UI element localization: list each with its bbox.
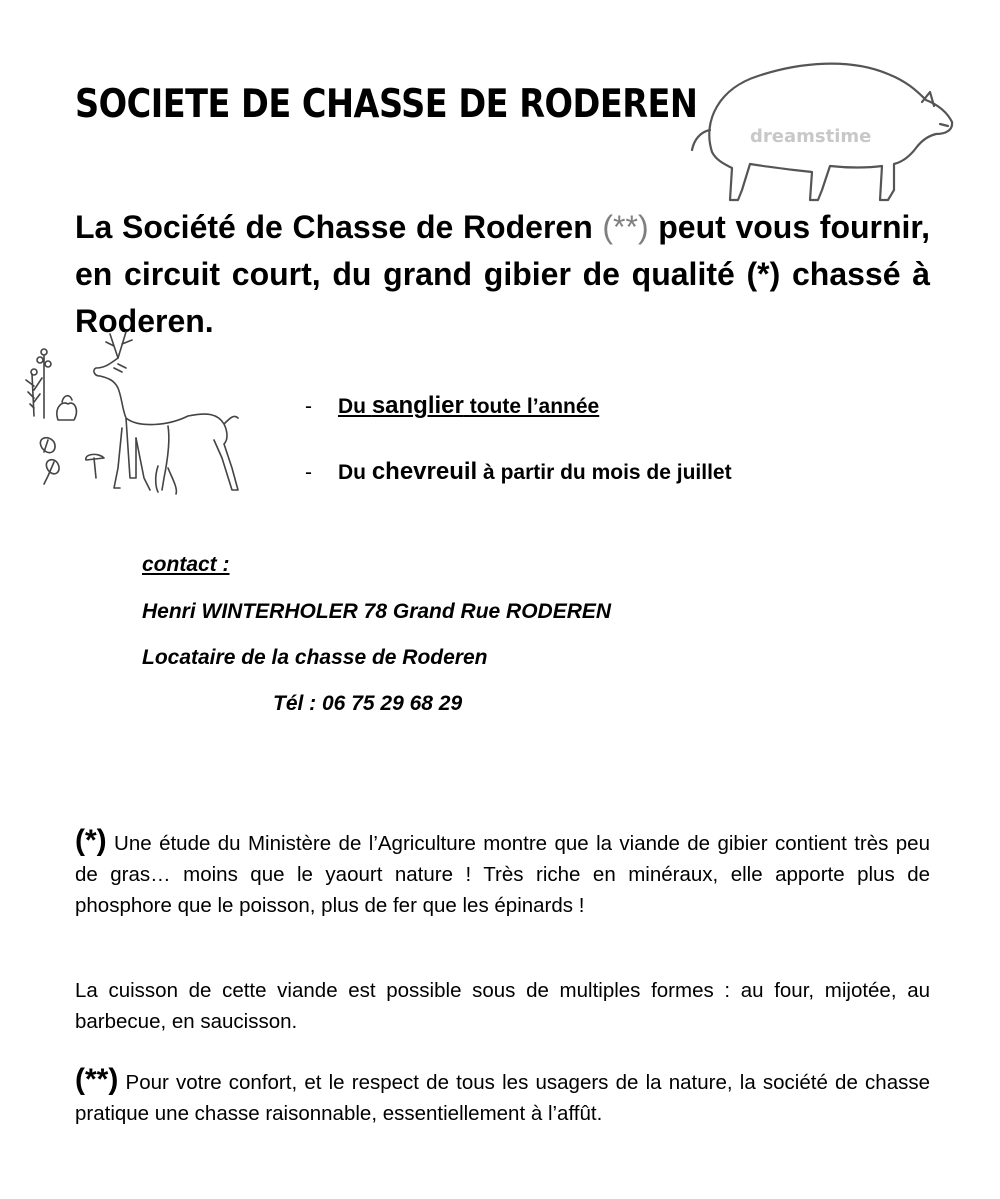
intro-part2: peut vous fournir, en circuit court, du grand gibier de qualité <box>75 209 931 292</box>
intro-mark-double: (**) <box>602 209 649 245</box>
offer-dash: - <box>305 461 312 484</box>
footnote-text-1: Une étude du Ministère de l’Agriculture montre que la viande de gibier contient très peu de gras… moins que le yaourt nature ! Très riche en minéraux, elle apporte plus de phosphore que le poisson, plus de fer que les épinards ! <box>75 832 930 917</box>
offer-highlight: chevreuil <box>371 458 478 485</box>
intro-mark-single: (*) <box>746 256 781 292</box>
footnote-double <box>75 1064 930 1129</box>
intro-part3: chassé à Roderen. <box>75 256 931 339</box>
deer-illustration <box>18 328 248 496</box>
footnote-cooking: La cuisson de cette viande est possible sous de multiples formes : au four, mijotée, au barbecue, en saucisson. <box>75 979 930 1033</box>
boar-illustration <box>690 40 955 210</box>
intro-paragraph <box>75 204 930 345</box>
page-title: SOCIETE DE CHASSE DE RODEREN <box>75 82 698 127</box>
offer-suffix: à partir du mois de juillet <box>477 461 732 484</box>
contact-name-address: Henri WINTERHOLER 78 Grand Rue RODEREN <box>142 600 612 623</box>
footnote-mark-double: (**) <box>75 1063 119 1096</box>
footnote-single <box>75 825 930 921</box>
offer-prefix: Du <box>338 461 372 484</box>
offer-item-sanglier <box>305 392 599 420</box>
offer-text-chevreuil <box>338 458 732 485</box>
contact-heading: contact : <box>142 553 230 576</box>
contact-phone: Tél : 06 75 29 68 29 <box>273 692 463 715</box>
footnote-text-3: Pour votre confort, et le respect de tous les usagers de la nature, la société de chasse pratique une chasse raisonnable, essentiellement à l’affût. <box>75 1071 930 1125</box>
offer-suffix: toute l’année <box>463 395 600 418</box>
offer-item-chevreuil <box>305 458 732 486</box>
offer-text-sanglier <box>338 392 600 419</box>
contact-role: Locataire de la chasse de Roderen <box>142 646 488 669</box>
offer-prefix: Du <box>338 395 372 418</box>
footnote-mark-single: (*) <box>75 824 107 857</box>
intro-part1: La Société de Chasse de Roderen <box>75 209 603 245</box>
offer-dash: - <box>305 395 312 418</box>
boar-watermark: dreamstime <box>750 126 872 147</box>
offer-highlight: sanglier <box>371 392 464 419</box>
